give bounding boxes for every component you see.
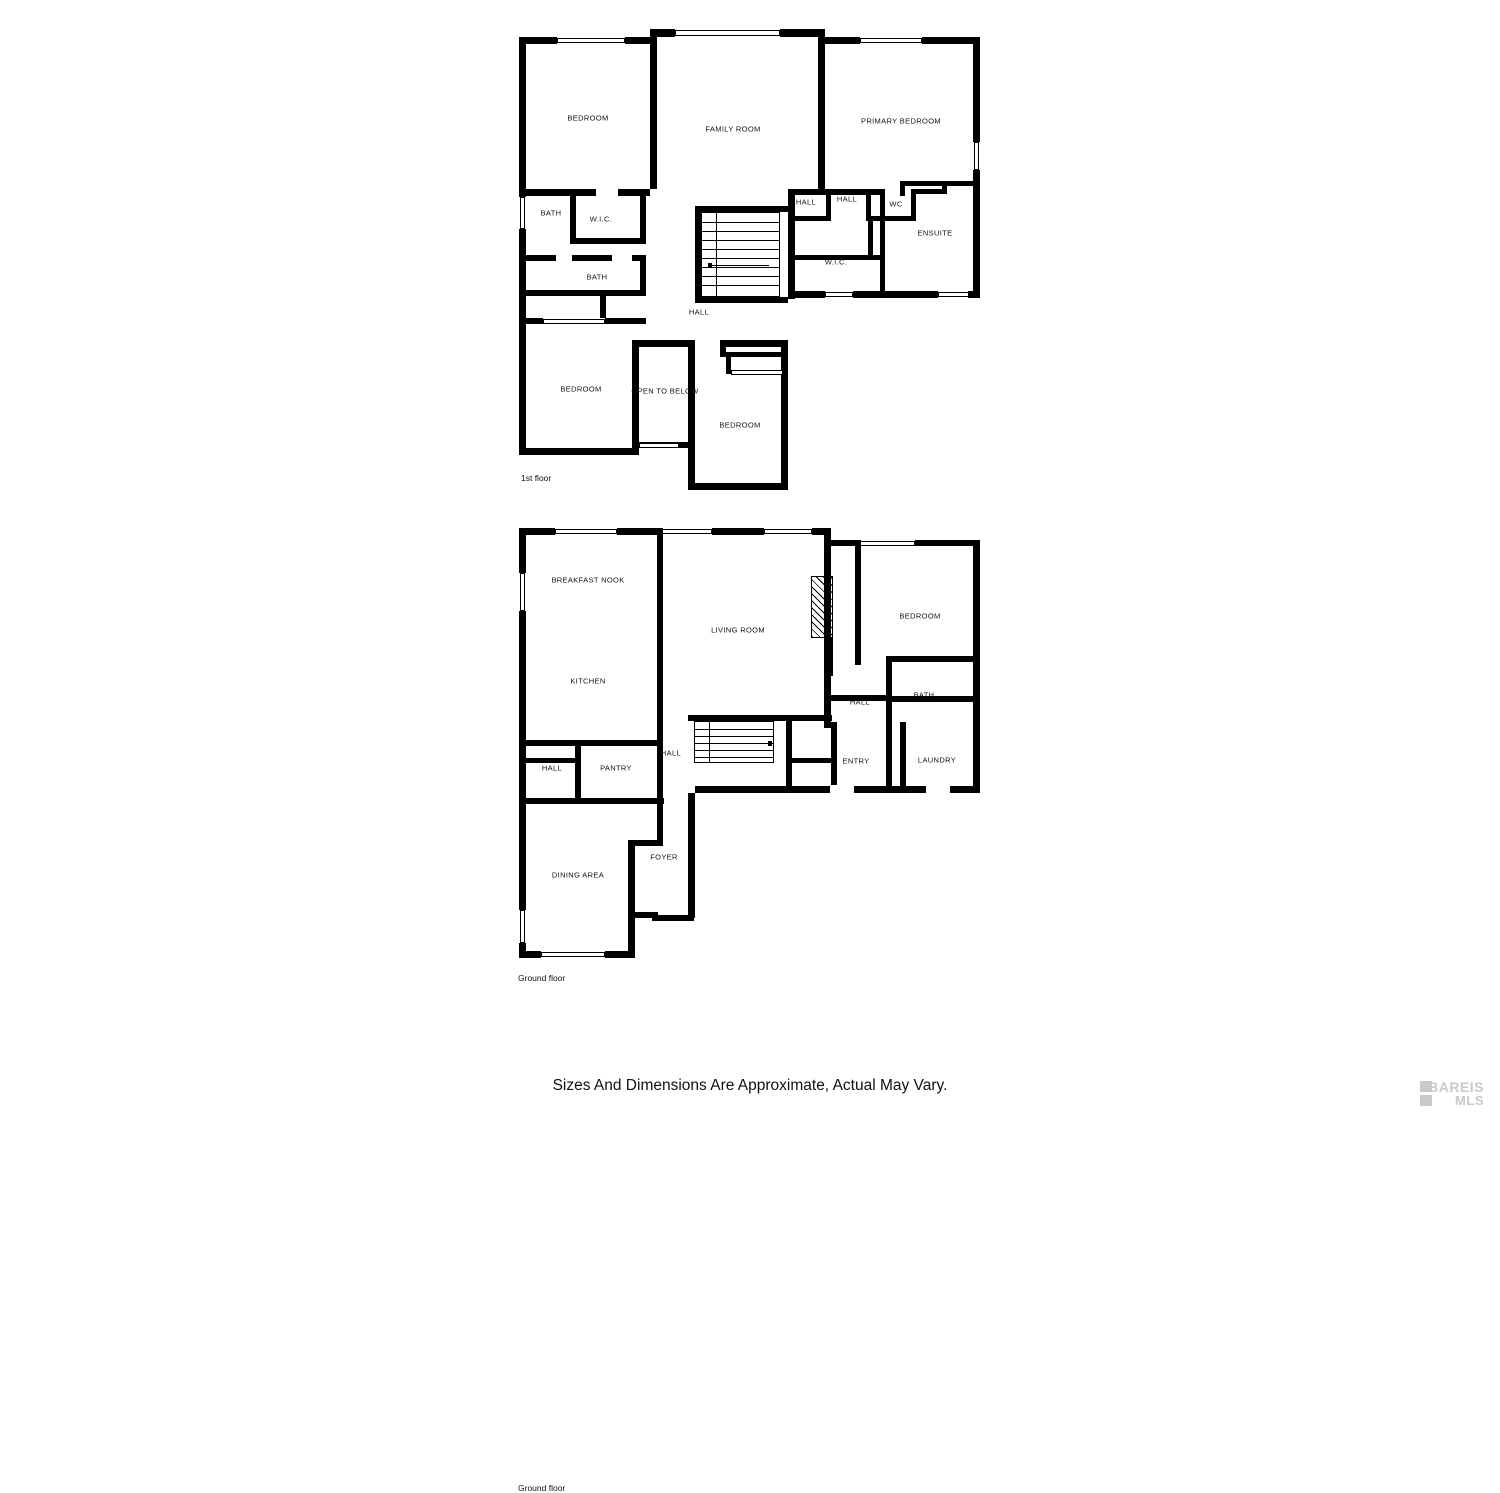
- room-label-bath: BATH: [913, 690, 935, 700]
- wall: [688, 793, 695, 918]
- room-label-bedroom-nw: BEDROOM: [567, 113, 609, 123]
- doorway: [830, 785, 854, 794]
- room-label-primary-bedroom: PRIMARY BEDROOM: [861, 116, 941, 126]
- first-floor-plan: [0, 0, 1500, 510]
- window: [520, 573, 525, 611]
- fireplace: [811, 576, 833, 638]
- wall: [726, 352, 784, 357]
- wall: [519, 740, 663, 746]
- wall: [781, 340, 788, 490]
- doorway: [556, 254, 572, 262]
- room-label-hall-mid: HALL: [660, 748, 682, 758]
- doorway: [926, 785, 950, 794]
- window: [974, 142, 979, 170]
- room-label-entry: ENTRY: [842, 756, 870, 766]
- window: [520, 910, 525, 943]
- wall: [519, 37, 526, 197]
- floor-caption-ground-main: Ground floor: [518, 973, 566, 983]
- wall: [640, 196, 646, 244]
- room-label-dining-area: DINING AREA: [551, 870, 605, 880]
- room-label-bedroom: BEDROOM: [899, 611, 941, 621]
- wall: [900, 181, 905, 196]
- room-label-hall-left: HALL: [541, 763, 563, 773]
- room-label-bedroom-sw: BEDROOM: [560, 384, 602, 394]
- watermark-logo: [1418, 1079, 1484, 1107]
- window: [764, 529, 812, 534]
- wall: [600, 296, 606, 318]
- room-label-hall-center-1: HALL: [795, 197, 817, 207]
- wall: [826, 189, 831, 216]
- wall: [942, 186, 947, 194]
- wall: [886, 656, 980, 662]
- room-label-breakfast-nook: BREAKFAST NOOK: [551, 575, 625, 585]
- room-label-foyer: FOYER: [650, 852, 678, 862]
- wall: [519, 189, 650, 196]
- room-label-kitchen: KITCHEN: [570, 676, 606, 686]
- room-label-wic-center: W.I.C.: [824, 257, 848, 267]
- window: [555, 529, 617, 534]
- wall: [915, 540, 979, 546]
- wall: [886, 656, 892, 698]
- stair-arrow-head: [708, 263, 712, 268]
- wall: [973, 37, 980, 142]
- doorway: [612, 254, 632, 262]
- wall: [519, 847, 526, 910]
- window: [543, 319, 605, 324]
- room-label-open-to-below: OPEN TO BELOW: [631, 386, 699, 396]
- room-label-bath-west: BATH: [540, 208, 562, 218]
- wall: [519, 611, 526, 744]
- doorway: [596, 188, 618, 197]
- wall: [688, 483, 788, 490]
- wall: [973, 170, 980, 298]
- window: [860, 38, 922, 43]
- wall: [855, 540, 861, 665]
- wall: [922, 37, 980, 44]
- wall: [628, 840, 635, 958]
- window: [639, 443, 679, 448]
- wall: [853, 291, 938, 298]
- wall: [786, 758, 832, 763]
- wall: [519, 290, 541, 296]
- wall: [900, 181, 975, 186]
- floor-caption-ground: Ground floor: [518, 1483, 566, 1493]
- wall: [788, 189, 795, 299]
- wall: [688, 340, 695, 490]
- wall: [866, 189, 871, 216]
- room-label-living-room: LIVING ROOM: [711, 625, 765, 635]
- wall: [650, 29, 657, 189]
- wall: [519, 318, 543, 324]
- wall: [519, 528, 526, 573]
- wall: [712, 528, 764, 535]
- window: [520, 197, 525, 229]
- room-label-bedroom-south: BEDROOM: [719, 420, 761, 430]
- room-label-bath-south: BATH: [586, 272, 608, 282]
- window: [860, 541, 915, 546]
- window: [541, 952, 605, 957]
- stair-arrow-head: [768, 741, 772, 746]
- room-label-pantry: PANTRY: [600, 763, 632, 773]
- wall: [628, 840, 663, 846]
- wall: [519, 786, 526, 847]
- wall: [519, 324, 526, 454]
- room-label-hall-stair: HALL: [688, 307, 710, 317]
- wall: [786, 715, 792, 786]
- wall: [886, 702, 892, 792]
- wall: [657, 528, 663, 740]
- room-label-hall-right: HALL: [849, 697, 871, 707]
- wall: [625, 37, 650, 44]
- wall: [695, 297, 788, 303]
- staircase: [694, 721, 774, 763]
- wall: [540, 290, 646, 296]
- wall: [824, 638, 833, 676]
- wall: [519, 229, 526, 324]
- wall: [880, 216, 916, 221]
- wall: [605, 318, 646, 324]
- wall: [657, 804, 663, 840]
- window: [731, 370, 783, 375]
- wall: [973, 662, 980, 792]
- watermark-line1: BAREIS: [1428, 1079, 1484, 1095]
- room-label-wic-west: W.I.C.: [589, 214, 613, 224]
- wall: [720, 340, 788, 347]
- floor-caption-first: 1st floor: [521, 473, 552, 483]
- wall: [519, 448, 639, 455]
- wall: [575, 758, 581, 800]
- wall: [868, 221, 873, 255]
- room-label-laundry: LAUNDRY: [917, 755, 957, 765]
- room-label-hall-center-2: HALL: [836, 194, 858, 204]
- wall: [576, 238, 646, 244]
- room-label-wc: WC: [889, 199, 903, 209]
- wall: [968, 291, 980, 298]
- wall: [632, 340, 639, 455]
- disclaimer-text: Sizes And Dimensions Are Approximate, Actual May Vary.: [552, 1077, 948, 1094]
- wall: [519, 798, 664, 804]
- wall: [519, 951, 541, 958]
- wall: [831, 722, 837, 792]
- wall: [973, 540, 980, 660]
- wall: [632, 340, 694, 347]
- stair-direction-arrow: [709, 265, 769, 266]
- window: [657, 529, 712, 534]
- wall: [792, 715, 832, 721]
- wall: [570, 189, 576, 244]
- watermark-line2: MLS: [1455, 1093, 1484, 1107]
- staircase: [701, 212, 780, 297]
- wall: [795, 291, 825, 298]
- window: [675, 30, 780, 36]
- wall: [617, 528, 657, 535]
- window: [557, 38, 625, 43]
- wall: [788, 216, 831, 221]
- doorway: [646, 264, 651, 284]
- stair-direction-arrow: [700, 743, 770, 744]
- wall: [519, 744, 526, 786]
- window: [825, 292, 853, 297]
- wall: [825, 37, 860, 44]
- room-label-ensuite: ENSUITE: [917, 228, 953, 238]
- wall: [519, 758, 577, 763]
- wall: [900, 722, 906, 792]
- wall: [818, 29, 825, 189]
- room-label-family-room: FAMILY ROOM: [705, 124, 761, 134]
